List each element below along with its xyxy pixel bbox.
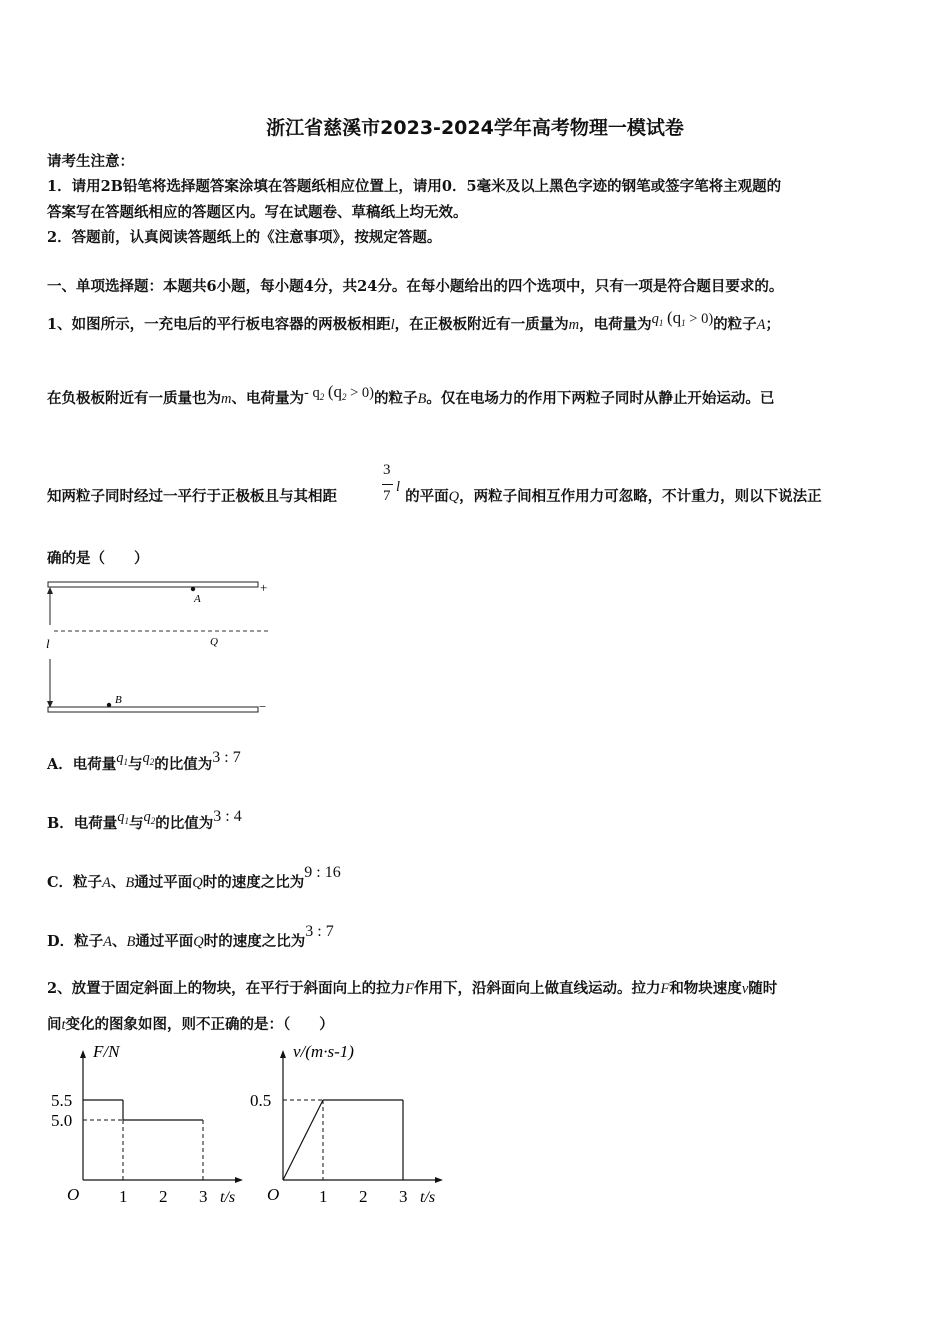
particle-b-dot <box>107 703 111 707</box>
notice-line-1b: 答案写在答题纸相应的答题区内。写在试题卷、草稿纸上均无效。 <box>47 204 468 221</box>
arrowhead-up <box>47 587 53 594</box>
fraction-bar <box>382 484 393 485</box>
positive-plate <box>48 582 258 587</box>
fraction-denominator: 7 <box>383 488 391 504</box>
q1-line-2: 在负极板附近有一质量也为m、电荷量为- $q_2$ $(q_2 > 0)$的粒子B。仅在电场力的作用下两粒子同时从静止开始运动。已 <box>47 382 775 407</box>
option-b[interactable]: B．电荷量$q_1$与$q_2$的比值为3 : 4 <box>47 808 242 832</box>
plane-q-label: Q <box>210 636 218 648</box>
plus-sign: + <box>260 580 268 595</box>
notice-line-1a: 1．请用2B铅笔将选择题答案涂填在答题纸相应位置上，请用0．5毫米及以上黑色字迹的钢笔或签字笔将主观题的 <box>47 178 782 195</box>
particle-b-label: B <box>115 694 122 706</box>
x-axis-label: t/s <box>220 1189 236 1206</box>
notice-heading: 请考生注意： <box>47 153 134 170</box>
force-time-chart <box>40 1045 250 1215</box>
capacitor-figure <box>40 575 280 720</box>
fraction-numerator: 3 <box>383 462 391 478</box>
q1-line-3b: l 的平面Q，两粒子间相互作用力可忽略，不计重力，则以下说法正 <box>396 479 822 505</box>
x-tick-label: 1 <box>319 1187 328 1206</box>
x-tick-label: 2 <box>359 1187 368 1206</box>
q1-line-4: 确的是（ ） <box>47 550 149 567</box>
particle-a-dot <box>191 587 195 591</box>
x-axis-label: t/s <box>420 1189 436 1206</box>
section-heading: 一、单项选择题：本题共6小题，每小题4分，共24分。在每小题给出的四个选项中，只有一项是符合题目要求的。 <box>47 278 784 295</box>
negative-plate <box>48 707 258 712</box>
velocity-time-chart <box>240 1045 450 1215</box>
x-tick-label: 2 <box>159 1187 168 1206</box>
q2-charge-expr: - $q_2$ $(q_2 > 0)$ <box>303 382 375 402</box>
y-tick-label: 0.5 <box>250 1091 272 1110</box>
option-d[interactable]: D．粒子A、B通过平面Q时的速度之比为3 : 7 <box>47 923 334 950</box>
y-axis-arrow <box>280 1050 286 1058</box>
q1-charge-expr: $q_1$ $(q_1 > 0)$ <box>651 308 714 328</box>
x-tick-label: 1 <box>119 1187 128 1206</box>
q1-line-3a: 知两粒子同时经过一平行于正极板且与其相距 <box>47 488 337 505</box>
q1-line-1: 1、如图所示，一充电后的平行板电容器的两极板相距l，在正极板附近有一质量为m，电荷量为$q_1$ $(q_1 > 0)$的粒子A； <box>47 308 781 333</box>
y-axis-label: F/N <box>93 1045 120 1061</box>
series-v-ramp <box>283 1100 323 1180</box>
q2-line-1: 2、放置于固定斜面上的物块，在平行于斜面向上的拉力F作用下，沿斜面向上做直线运动。拉力F和物块速度v随时 <box>47 980 778 997</box>
option-c[interactable]: C．粒子A、B通过平面Q时的速度之比为9 : 16 <box>47 864 341 891</box>
x-tick-label: 3 <box>399 1187 408 1206</box>
option-a[interactable]: A．电荷量$q_1$与$q_2$的比值为3 : 7 <box>47 749 241 773</box>
particle-a-label: A <box>194 593 201 605</box>
y-axis-arrow <box>80 1050 86 1058</box>
distance-label: l <box>46 636 50 651</box>
page-title: 浙江省慈溪市2023-2024学年高考物理一模试卷 <box>266 117 684 139</box>
x-tick-label: 3 <box>199 1187 208 1206</box>
origin-label: O <box>267 1185 280 1204</box>
notice-line-2: 2．答题前，认真阅读答题纸上的《注意事项》，按规定答题。 <box>47 229 442 246</box>
y-tick-label: 5.5 <box>51 1091 73 1110</box>
y-axis-label: v/(m·s-1) <box>293 1045 354 1061</box>
origin-label: O <box>67 1185 80 1204</box>
minus-sign: − <box>259 699 267 714</box>
x-axis-arrow <box>435 1177 443 1183</box>
q2-line-2: 间t变化的图象如图，则不正确的是：（ ） <box>47 1016 334 1033</box>
y-tick-label: 5.0 <box>51 1111 73 1130</box>
